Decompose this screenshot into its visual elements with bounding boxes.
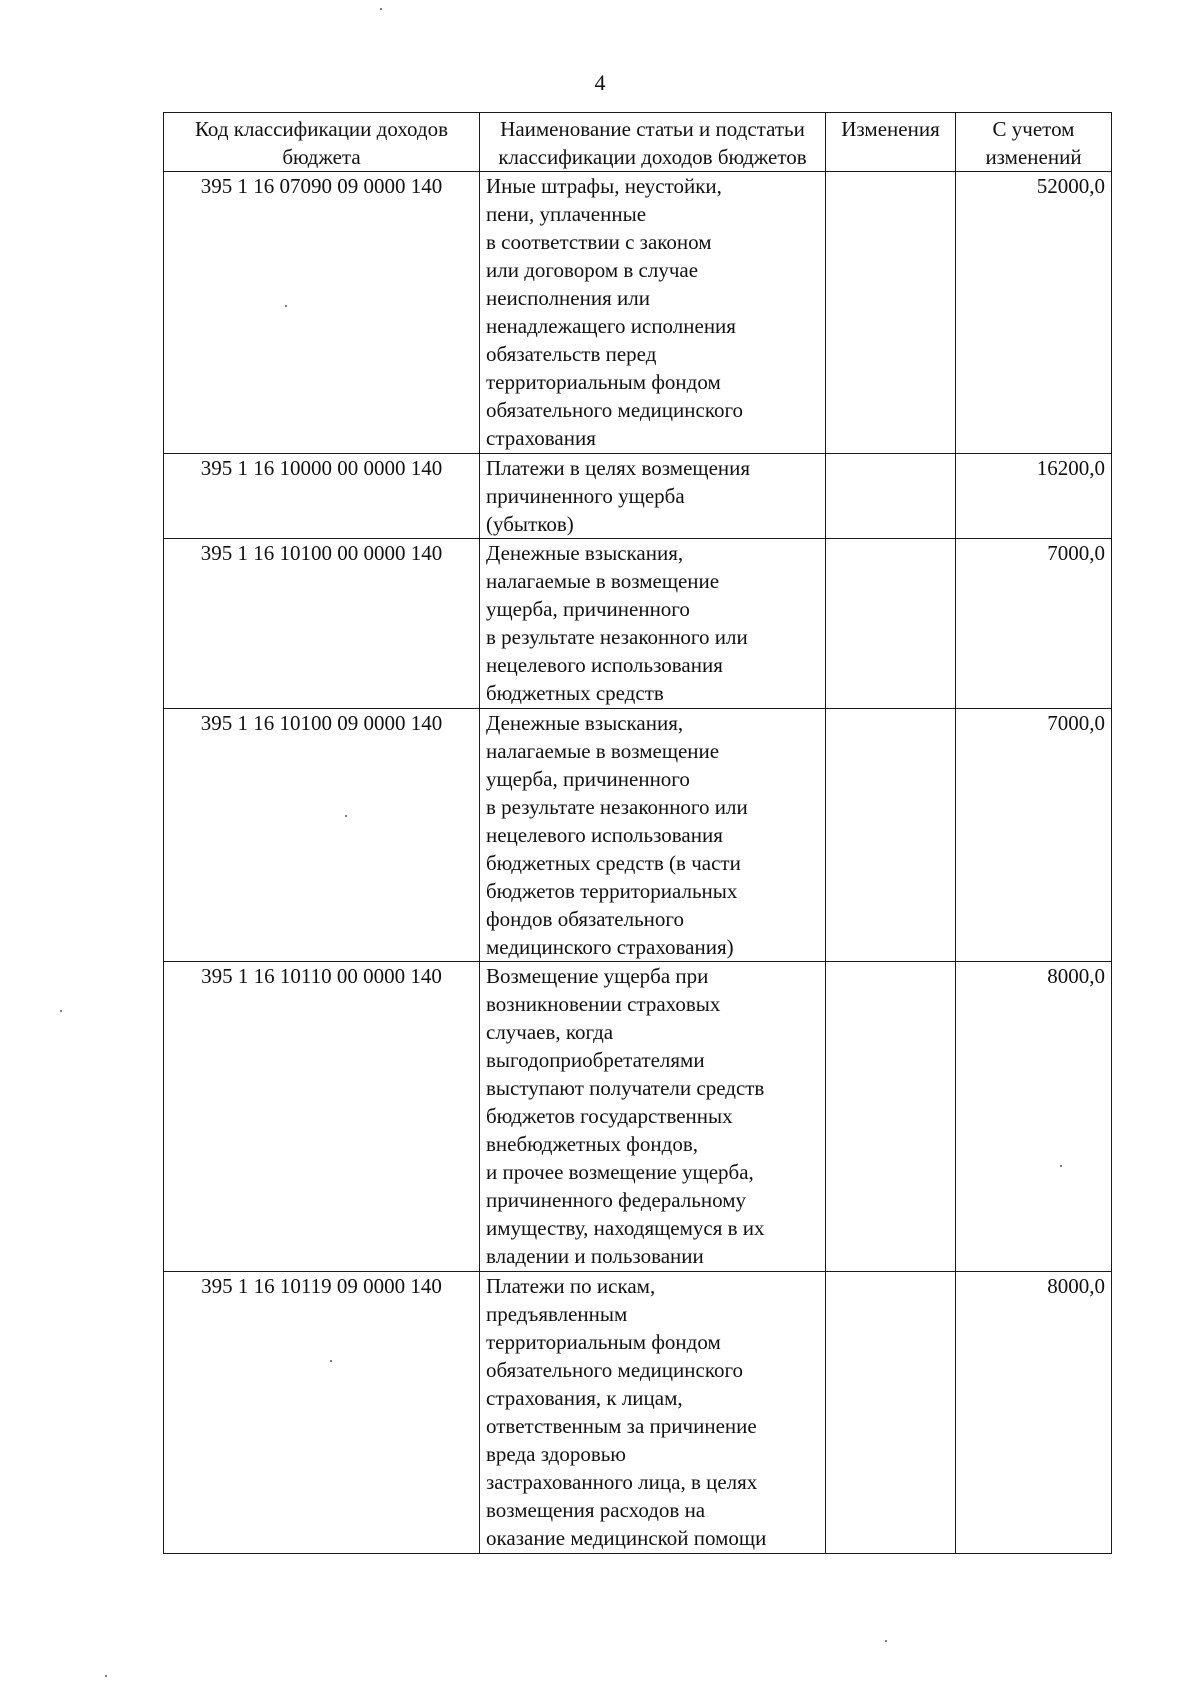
budget-revenue-table	[163, 112, 1112, 1554]
row-name: Платежи в целях возмещения причиненного ущерба (убытков)	[480, 454, 826, 539]
row-code: 395 1 16 10119 09 0000 140	[164, 1272, 480, 1554]
page-number: 4	[594, 70, 606, 95]
row-code: 395 1 16 07090 09 0000 140	[164, 172, 480, 454]
scan-speck	[345, 815, 347, 817]
scan-speck	[285, 305, 287, 307]
row-code: 395 1 16 10000 00 0000 140	[164, 454, 480, 539]
row-changes	[826, 962, 956, 1272]
row-name: Денежные взыскания, налагаемые в возмещение ущерба, причиненного в результате незаконного или нецелевого использования бюджетных средств	[480, 539, 826, 709]
row-changes	[826, 172, 956, 454]
row-total: 16200,0	[956, 454, 1112, 539]
row-total: 7000,0	[956, 709, 1112, 962]
header-row	[164, 113, 1112, 172]
scan-speck	[1060, 1165, 1062, 1167]
header-name: Наименование статьи и подстатьи классификации доходов бюджетов	[480, 113, 826, 172]
table-row	[164, 962, 1112, 1272]
table-row	[164, 709, 1112, 962]
row-changes	[826, 709, 956, 962]
header-changes: Изменения	[826, 113, 956, 172]
row-code: 395 1 16 10110 00 0000 140	[164, 962, 480, 1272]
scan-speck	[380, 8, 382, 10]
header-total: С учетом изменений	[956, 113, 1112, 172]
row-code: 395 1 16 10100 00 0000 140	[164, 539, 480, 709]
row-code: 395 1 16 10100 09 0000 140	[164, 709, 480, 962]
row-name: Иные штрафы, неустойки, пени, уплаченные в соответствии с законом или договором в случае неисполнения или ненадлежащего исполнения обязательств перед территориальным фондом обязательного медицинского страхования	[480, 172, 826, 454]
table-body	[164, 172, 1112, 1554]
scan-speck	[885, 1640, 887, 1642]
row-total: 7000,0	[956, 539, 1112, 709]
row-total: 8000,0	[956, 962, 1112, 1272]
row-name: Платежи по искам, предъявленным территориальным фондом обязательного медицинского страхования, к лицам, ответственным за причинение вреда здоровью застрахованного лица, в целях возмещения расходов на оказание медицинской помощи	[480, 1272, 826, 1554]
table-row	[164, 539, 1112, 709]
scan-speck	[105, 1675, 107, 1677]
table-row	[164, 1272, 1112, 1554]
table-header	[164, 113, 1112, 172]
table-row	[164, 172, 1112, 454]
table-row	[164, 454, 1112, 539]
header-code: Код классификации доходов бюджета	[164, 113, 480, 172]
row-total: 52000,0	[956, 172, 1112, 454]
row-name: Возмещение ущерба при возникновении страховых случаев, когда выгодоприобретателями выступают получатели средств бюджетов государственных внебюджетных фондов, и прочее возмещение ущерба, причиненного федеральному имуществу, находящемуся в их владении и пользовании	[480, 962, 826, 1272]
scan-speck	[60, 1010, 62, 1012]
row-changes	[826, 454, 956, 539]
row-changes	[826, 539, 956, 709]
row-name: Денежные взыскания, налагаемые в возмещение ущерба, причиненного в результате незаконного или нецелевого использования бюджетных средств (в части бюджетов территориальных фондов обязательного медицинского страхования)	[480, 709, 826, 962]
row-total: 8000,0	[956, 1272, 1112, 1554]
row-changes	[826, 1272, 956, 1554]
scan-speck	[330, 1360, 332, 1362]
